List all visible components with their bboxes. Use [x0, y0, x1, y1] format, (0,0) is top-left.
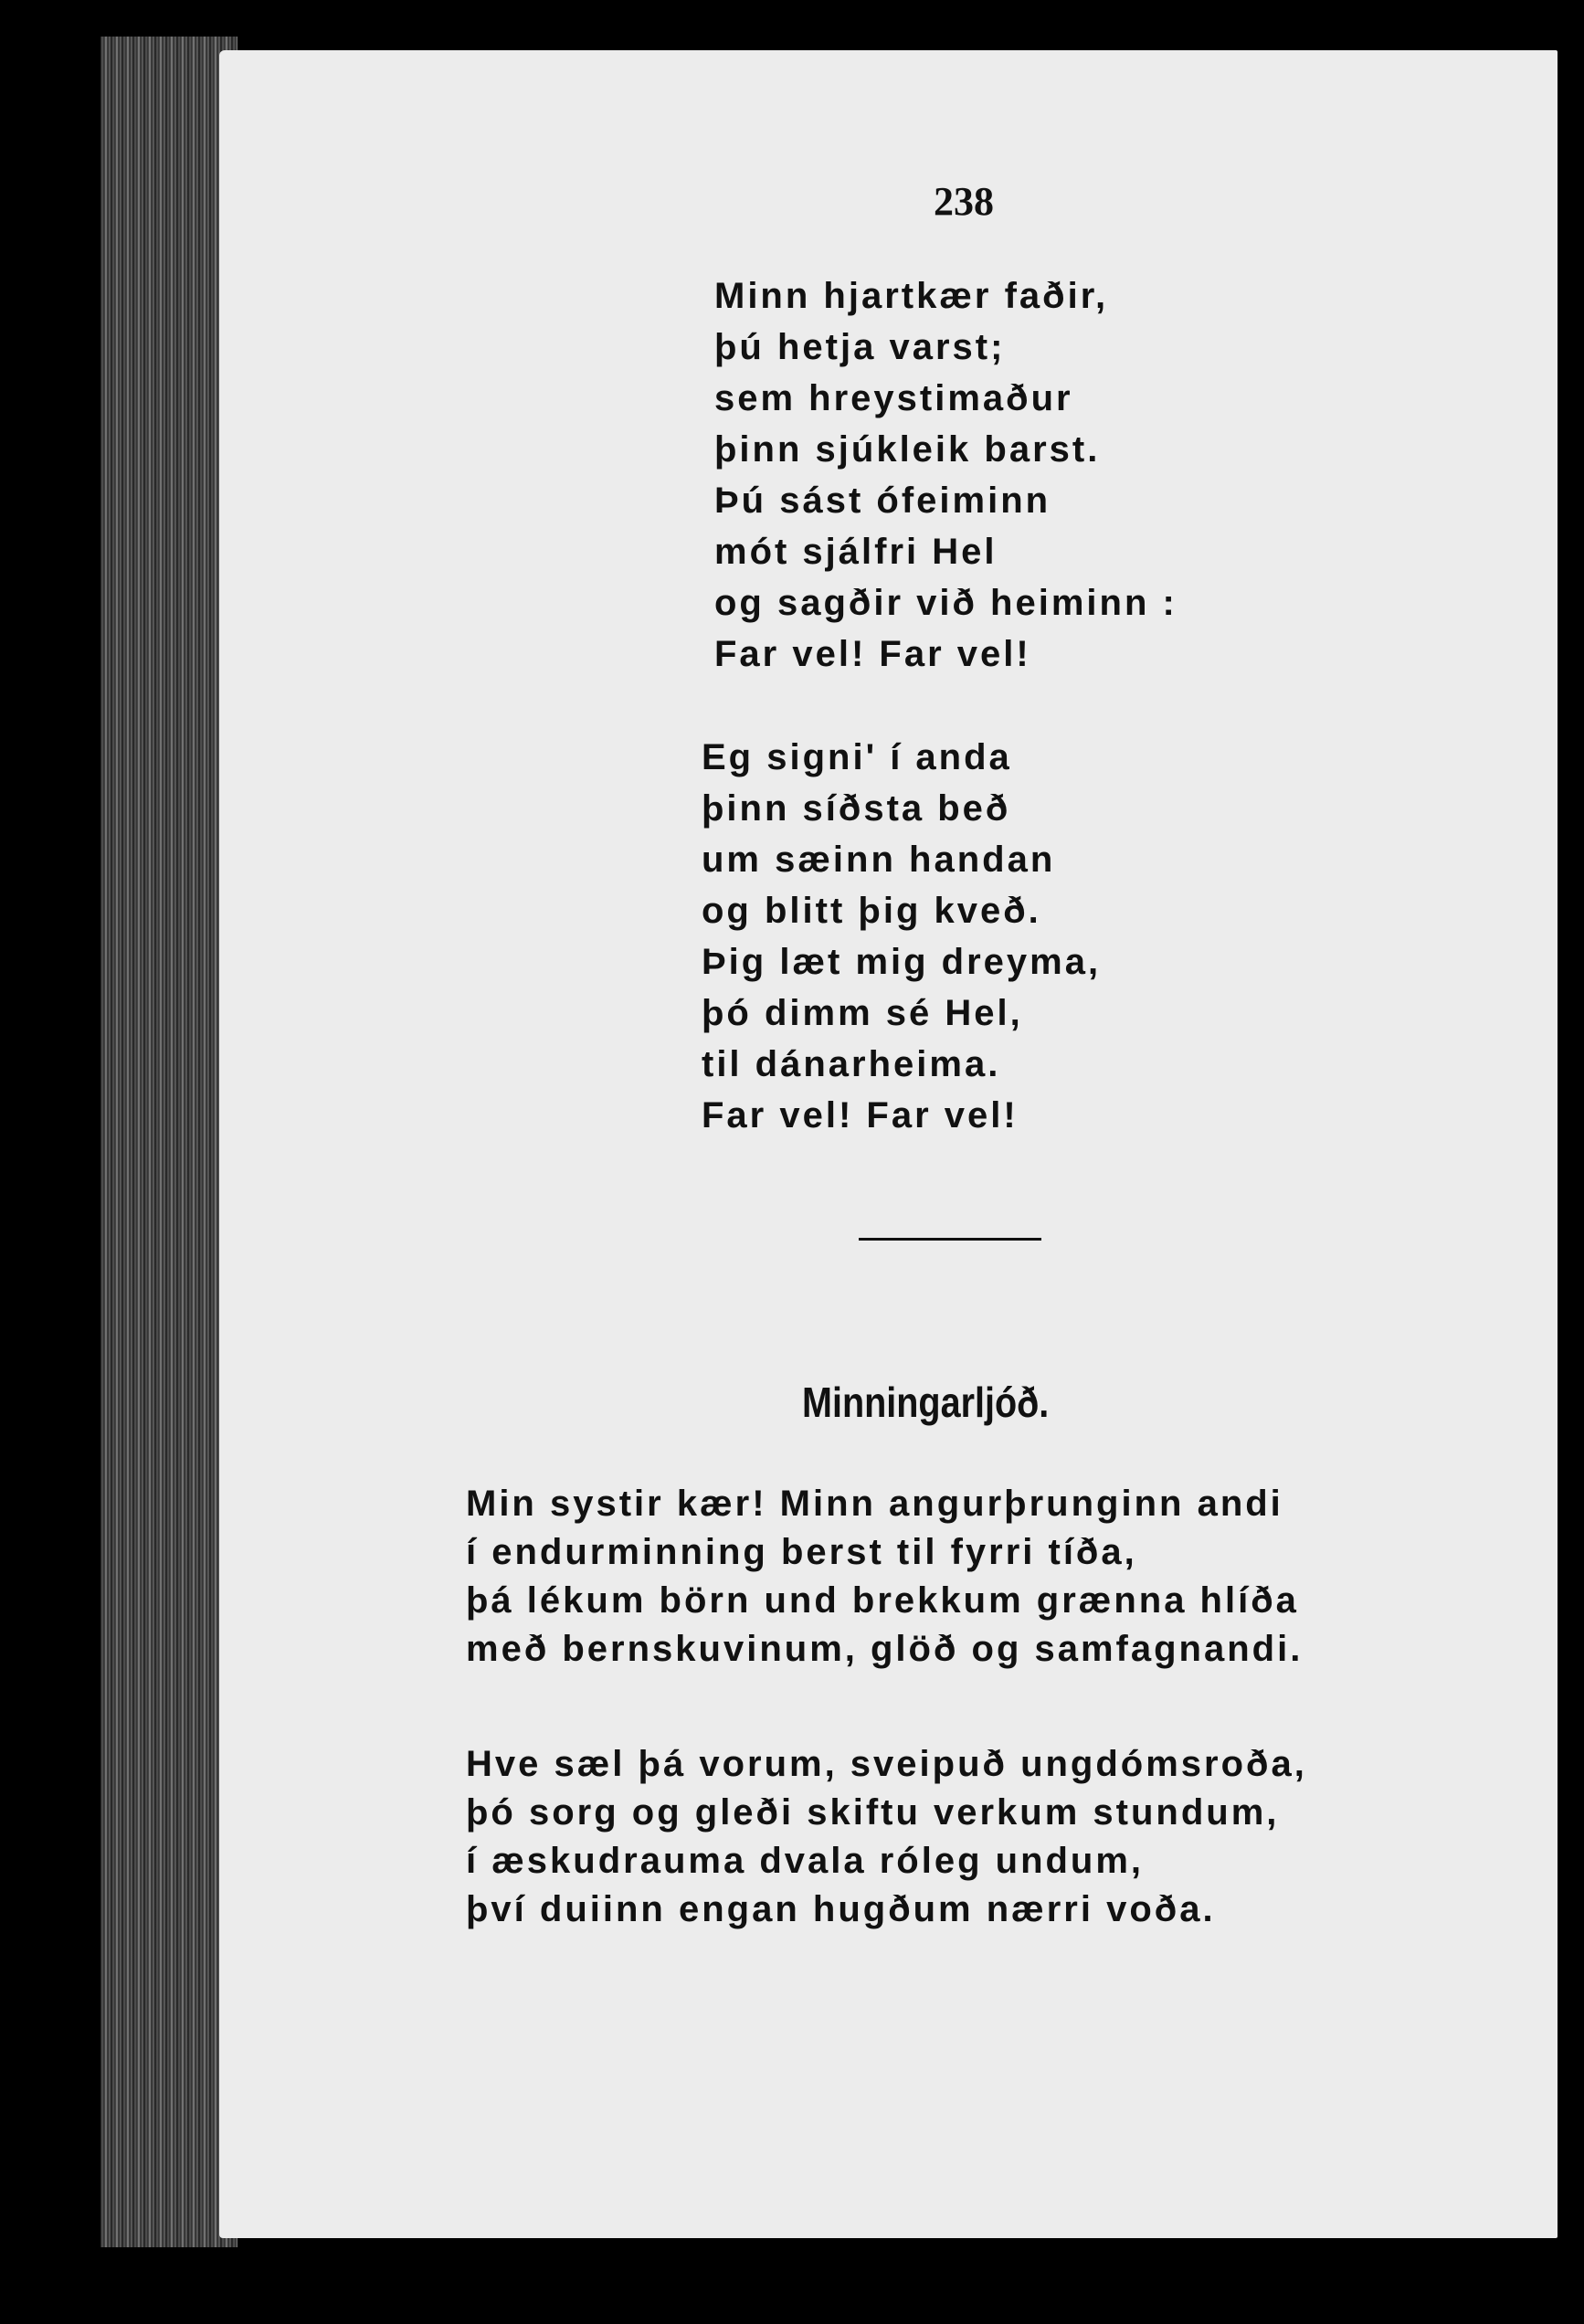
verse-line: með bernskuvinum, glöð og samfagnandi.	[466, 1629, 1304, 1669]
verse-line: Þig læt mig dreyma,	[702, 942, 1102, 982]
verse-line: um sæinn handan	[702, 840, 1056, 880]
verse-line: í endurminning berst til fyrri tíða,	[466, 1532, 1137, 1572]
poem2-stanza2	[466, 1740, 1307, 1934]
verse-line: til dánarheima.	[702, 1044, 1001, 1084]
poem2-stanza1	[466, 1480, 1303, 1674]
section-divider	[859, 1238, 1041, 1241]
verse-line: þó sorg og gleði skiftu verkum stundum,	[466, 1792, 1280, 1833]
verse-line: þinn síðsta beð	[702, 788, 1011, 829]
verse-line: og blitt þig kveð.	[702, 891, 1041, 931]
verse-line: Eg signi' í anda	[702, 737, 1012, 777]
poem1-stanza2	[702, 732, 1101, 1141]
verse-line: Minn hjartkær faðir,	[714, 276, 1109, 316]
verse-line: Far vel! Far vel!	[702, 1095, 1019, 1136]
verse-line: þá lékum börn und brekkum grænna hlíða	[466, 1580, 1299, 1621]
verse-line: því duiinn engan hugðum nærri voða.	[466, 1889, 1216, 1929]
verse-line: þinn sjúkleik barst.	[714, 429, 1101, 470]
book-page-edges	[100, 37, 238, 2247]
poem-title: Minningarljóð.	[802, 1379, 1050, 1426]
verse-line: Hve sæl þá vorum, sveipuð ungdómsroða,	[466, 1744, 1307, 1784]
verse-line: í æskudrauma dvala róleg undum,	[466, 1841, 1145, 1881]
verse-line: og sagðir við heiminn :	[714, 583, 1177, 623]
verse-line: Min systir kær! Minn angurþrunginn andi	[466, 1484, 1283, 1524]
poem1-stanza1	[714, 270, 1177, 680]
verse-line: Far vel! Far vel!	[714, 634, 1031, 674]
verse-line: Þú sást ófeiminn	[714, 481, 1051, 521]
verse-line: mót sjálfri Hel	[714, 532, 998, 572]
verse-line: þó dimm sé Hel,	[702, 993, 1023, 1033]
verse-line: sem hreystimaður	[714, 378, 1073, 418]
page-number: 238	[934, 179, 994, 224]
verse-line: þú hetja varst;	[714, 327, 1006, 367]
